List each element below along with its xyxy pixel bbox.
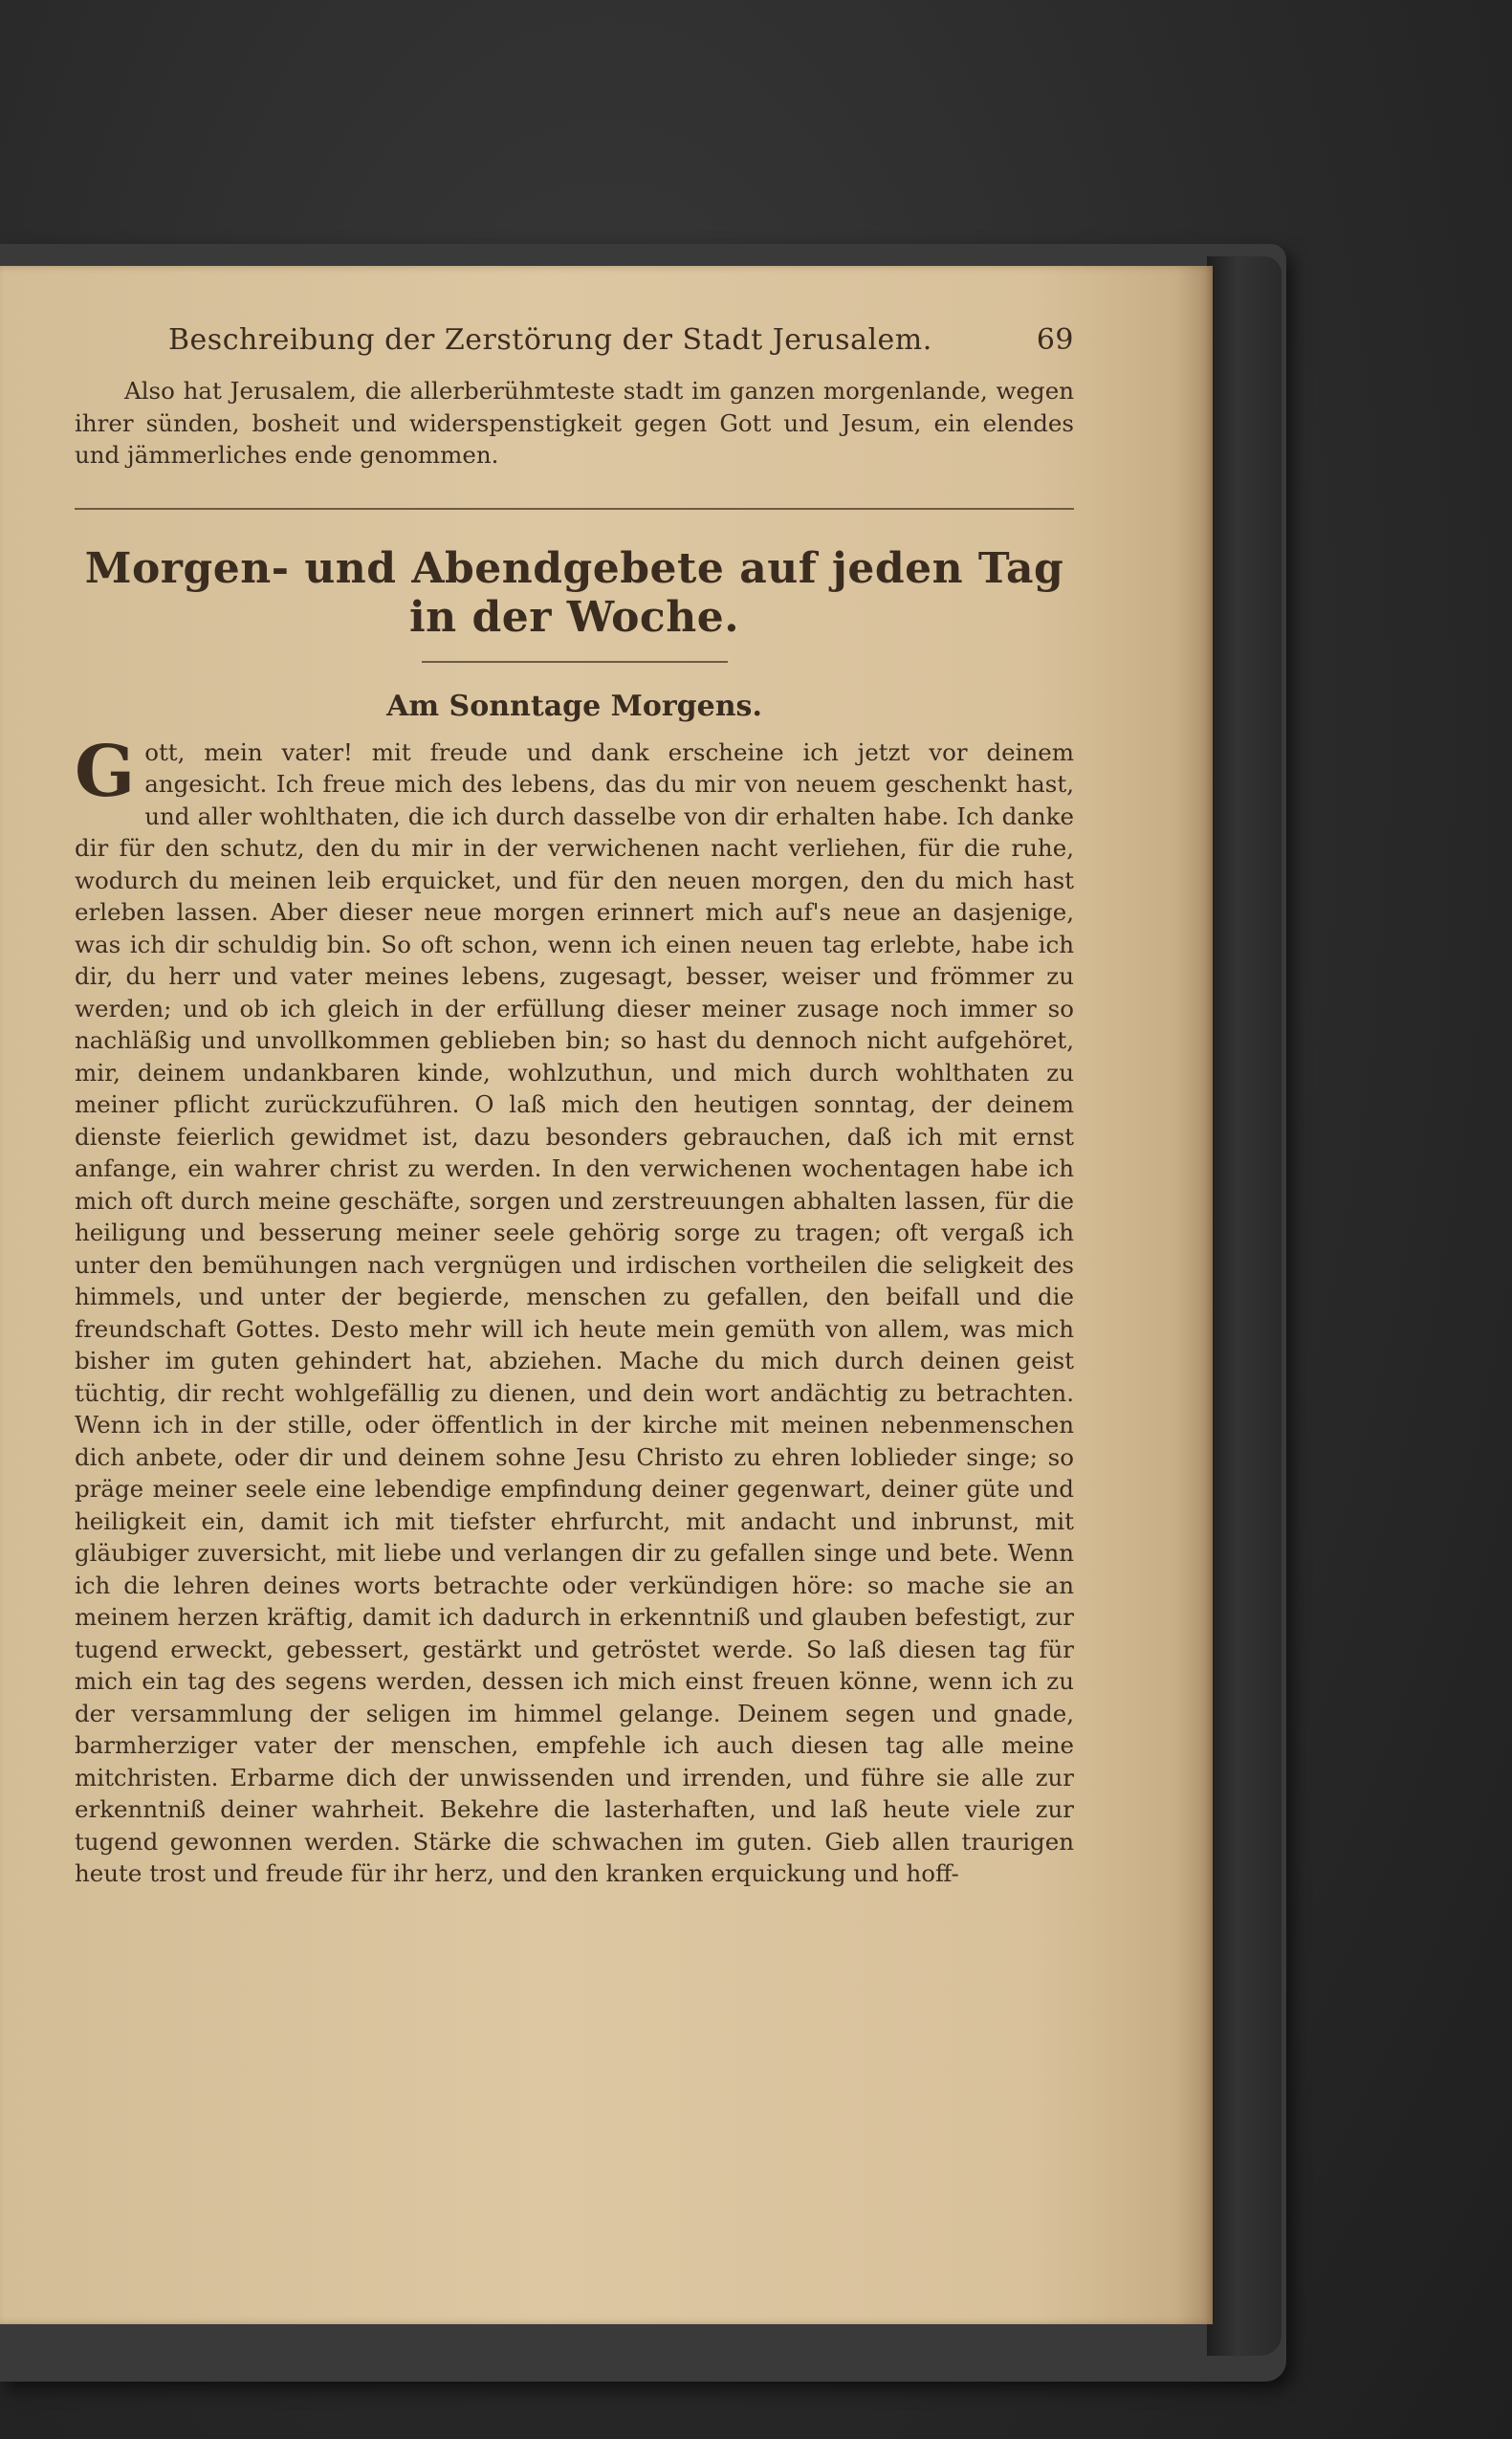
prayer-body: ott, mein vater! mit freude und dank erscheine ich jetzt vor deinem angesicht. Ich freue mich des lebens, das du mir von neuem geschenkt hast, und aller wohlthaten, die ich durch dasselbe von dir erhalten habe. Ich danke dir für den schutz, den du mir in der verwichenen nacht verliehen, für die ruhe, wodurch du meinen leib erquicket, und für den neuen morgen, den du mich hast erleben lassen. Aber dieser neue morgen erinnert mich auf's neue an dasjenige, was ich dir schuldig bin. So oft schon, wenn ich einen neuen tag erlebte, habe ich dir, du herr und vater meines lebens, zugesagt, besser, weiser und frömmer zu werden; und ob ich gleich in der erfüllung dieser meiner zusage noch immer so nachläßig und unvollkommen geblieben bin; so hast du dennoch nicht aufgehöret, mir, deinem undankbaren kinde, wohlzuthun, und mich durch wohlthaten zu meiner pflicht zurückzuführen. O laß mich den heutigen sonntag, der deinem dienste feierlich gewidmet ist, dazu besonders gebrauchen, daß ich mit ernst anfange, ein wahrer christ zu werden. In den verwichenen wochentagen habe ich mich oft durch meine geschäfte, sorgen und zerstreuungen abhalten lassen, für die heiligung und besserung meiner seele gehörig sorge zu tragen; oft vergaß ich unter den bemühungen nach vergnügen und irdischen vortheilen die seligkeit des himmels, und unter der begierde, menschen zu gefallen, den beifall und die freundschaft Gottes. Desto mehr will ich heute mein gemüth von allem, was mich bisher im guten gehindert hat, abziehen. Mache du mich durch deinen geist tüchtig, dir recht wohlgefällig zu dienen, und dein wort andächtig zu betrachten. Wenn ich in der stille, oder öffentlich in der kirche mit meinen nebenmenschen dich anbete, oder dir und deinem sohne Jesu Christo zu ehren loblieder singe; so präge meiner seele eine lebendige empfindung deiner gegenwart, deiner güte und heiligkeit ein, damit ich mit tiefster ehrfurcht, mit andacht und inbrunst, mit gläubiger zuversicht, mit liebe und verlangen dir zu gefallen singe und bete. Wenn ich die lehren deines worts betrachte oder verkündigen höre: so mache sie an meinem herzen kräftig, damit ich dadurch in erkenntniß und glauben befestigt, zur tugend erweckt, gebessert, gestärkt und getröstet werde. So laß diesen tag für mich ein tag des segens werden, dessen ich mich einst freuen könne, wenn ich zu der versammlung der seligen im himmel gelange. Deinem segen und gnade, barmherziger vater der menschen, empfehle ich auch diesen tag alle meine mitchristen. Erbarme dich der unwissenden und irrenden, und führe sie alle zur erkenntniß deiner wahrheit. Bekehre die lasterhaften, und laß heute viele zur tugend gewonnen werden. Stärke die schwachen im guten. Gieb allen traurigen heute trost und freude für ihr herz, und den kranken erquickung und hoff- (75, 737, 1074, 1887)
intro-paragraph: Also hat Jerusalem, die allerberühmteste stadt im ganzen morgenlande, wegen ihrer sünden, bosheit und widerspenstigkeit gegen Gott und Jesum, ein elendes und jämmerliches ende genommen. (75, 377, 1074, 469)
section-title: Morgen- und Abendgebete auf jeden Tag in der Woche. (84, 543, 1064, 642)
running-head (75, 316, 1074, 369)
title-underline (422, 661, 728, 663)
drop-cap: G (75, 730, 136, 813)
page-content (75, 316, 1074, 1890)
book-cover-edge (1207, 256, 1282, 2356)
section-divider (75, 508, 1074, 510)
running-head-title: Beschreibung der Zerstörung der Stadt Jerusalem. (168, 323, 932, 357)
prayer-text-block (75, 730, 1074, 1890)
page-number: 69 (1036, 323, 1074, 357)
section-subtitle: Am Sonntage Morgens. (386, 689, 762, 723)
